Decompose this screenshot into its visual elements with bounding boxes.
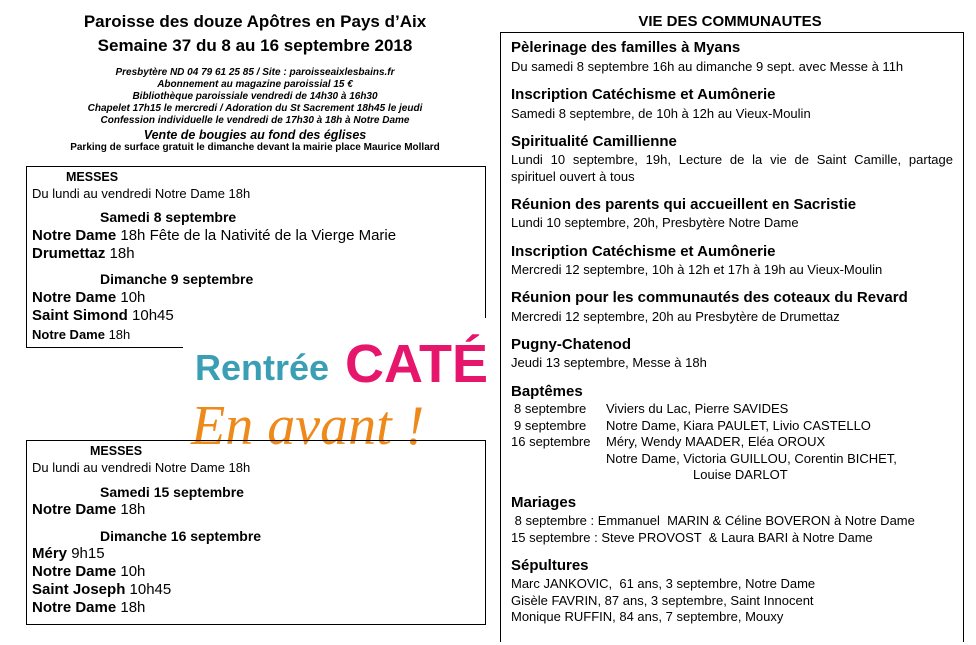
wedding-entry: 15 septembre : Steve PROVOST & Laura BARI à Notre Dame (511, 530, 873, 545)
mass-detail: 10h45 (127, 307, 174, 324)
mass-place: Notre Dame (32, 501, 117, 518)
mass-entry (32, 581, 171, 599)
event-title: Inscription Catéchisme et Aumônerie (511, 86, 776, 103)
info-line-magazine: Abonnement au magazine paroissial 15 € (157, 79, 353, 90)
rentree-cate-logo (183, 318, 488, 452)
baptisms-title: Baptêmes (511, 383, 583, 400)
mass-place: Notre Dame (32, 227, 117, 244)
baptism-names: Notre Dame, Kiara PAULET, Livio CASTELLO (606, 418, 871, 433)
sunday-title: Dimanche 9 septembre (100, 271, 254, 287)
weekday-masses: Du lundi au vendredi Notre Dame 18h (32, 186, 251, 201)
event-text: Lundi 10 septembre, 19h, Lecture de la vie de Saint Camille, partage spirituel ouvert à tous (511, 152, 953, 184)
event-text: Jeudi 13 septembre, Messe à 18h (511, 355, 707, 370)
mass-entry (32, 599, 145, 617)
event-text: Du samedi 8 septembre 16h au dimanche 9 sept. avec Messe à 11h (511, 59, 904, 74)
saturday-title: Samedi 8 septembre (100, 209, 237, 225)
weddings-title: Mariages (511, 494, 577, 511)
logo-cate-text: CATÉ (345, 334, 488, 394)
mass-detail: 18h (105, 245, 135, 262)
event-title: Spiritualité Camillienne (511, 133, 677, 150)
logo-en-avant-text: En avant ! (191, 395, 425, 452)
event-text: Lundi 10 septembre, 20h, Presbytère Notre Dame (511, 215, 799, 230)
baptism-names: Notre Dame, Victoria GUILLOU, Corentin BICHET, (606, 451, 897, 466)
mass-entry (32, 289, 145, 307)
funerals-title: Sépultures (511, 557, 589, 574)
event-text: Mercredi 12 septembre, 20h au Presbytère de Drumettaz (511, 309, 840, 324)
funeral-entry: Marc JANKOVIC, 61 ans, 3 septembre, Notre Dame (511, 576, 816, 591)
event-title: Réunion des parents qui accueillent en Sacristie (511, 196, 857, 213)
event-title: Pèlerinage des familles à Myans (511, 39, 741, 56)
info-line-library: Bibliothèque paroissiale vendredi de 14h30 à 16h30 (132, 91, 378, 102)
wedding-entry: 8 septembre : Emmanuel MARIN & Céline BOVERON à Notre Dame (511, 513, 915, 528)
sunday-title: Dimanche 16 septembre (100, 528, 262, 544)
baptism-names: Louise DARLOT (693, 467, 788, 482)
info-line-parking: Parking de surface gratuit le dimanche devant la mairie place Maurice Mollard (70, 142, 440, 153)
saturday-title: Samedi 15 septembre (100, 484, 244, 500)
mass-entry (32, 326, 130, 344)
community-life-title: VIE DES COMMUNAUTES (638, 13, 822, 30)
weekday-masses: Du lundi au vendredi Notre Dame 18h (32, 460, 251, 475)
mass-place: Saint Simond (32, 307, 128, 324)
mass-detail: 10h (116, 289, 146, 306)
mass-place: Notre Dame (32, 563, 117, 580)
event-title: Réunion pour les communautés des coteaux du Revard (511, 289, 908, 306)
mass-place: Notre Dame (32, 599, 117, 616)
info-line-candles: Vente de bougies au fond des églises (143, 128, 367, 142)
mass-entry (32, 307, 174, 325)
mass-entry (32, 501, 145, 519)
mass-detail: 9h15 (67, 545, 105, 562)
baptism-date: 8 septembre (514, 401, 587, 416)
mass-entry (32, 545, 105, 563)
funeral-entry: Monique RUFFIN, 84 ans, 7 septembre, Mouxy (511, 609, 784, 624)
info-line-confession: Confession individuelle le vendredi de 17h30 à 18h à Notre Dame (100, 115, 410, 126)
week-title: Semaine 37 du 8 au 16 septembre 2018 (97, 36, 413, 55)
mass-place: Notre Dame (32, 327, 105, 342)
mass-place: Drumettaz (32, 245, 106, 262)
mass-detail: 18h Fête de la Nativité de la Vierge Marie (116, 227, 397, 244)
mass-detail: 18h (116, 501, 146, 518)
mass-detail: 18h (104, 327, 131, 342)
event-title: Inscription Catéchisme et Aumônerie (511, 243, 776, 260)
baptism-names: Viviers du Lac, Pierre SAVIDES (606, 401, 789, 416)
event-text: Samedi 8 septembre, de 10h à 12h au Vieux-Moulin (511, 106, 811, 121)
baptism-date: 9 septembre (514, 418, 587, 433)
logo-rentree-text: Rentrée (195, 347, 330, 388)
mass-detail: 10h (116, 563, 146, 580)
info-line-presbytery: Presbytère ND 04 79 61 25 85 / Site : paroisseaixlesbains.fr (115, 67, 395, 78)
event-text: Mercredi 12 septembre, 10h à 12h et 17h à 19h au Vieux-Moulin (511, 262, 883, 277)
mass-entry (32, 227, 396, 245)
mass-entry (32, 245, 135, 263)
rentree-cate-logo-art (183, 318, 488, 452)
mass-detail: 18h (116, 599, 146, 616)
baptism-date: 16 septembre (511, 434, 591, 449)
mass-place: Notre Dame (32, 289, 117, 306)
mass-entry (32, 563, 145, 581)
event-title: Pugny-Chatenod (511, 336, 631, 353)
baptism-names: Méry, Wendy MAADER, Eléa OROUX (606, 434, 826, 449)
masses-heading: MESSES (66, 170, 119, 184)
mass-detail: 10h45 (125, 581, 172, 598)
info-line-rosary: Chapelet 17h15 le mercredi / Adoration du St Sacrement 18h45 le jeudi (87, 103, 423, 114)
mass-place: Saint Joseph (32, 581, 126, 598)
mass-place: Méry (32, 545, 68, 562)
masses-heading: MESSES (90, 444, 143, 458)
parish-title: Paroisse des douze Apôtres en Pays d’Aix (83, 12, 427, 31)
funeral-entry: Gisèle FAVRIN, 87 ans, 3 septembre, Saint Innocent (511, 593, 814, 608)
